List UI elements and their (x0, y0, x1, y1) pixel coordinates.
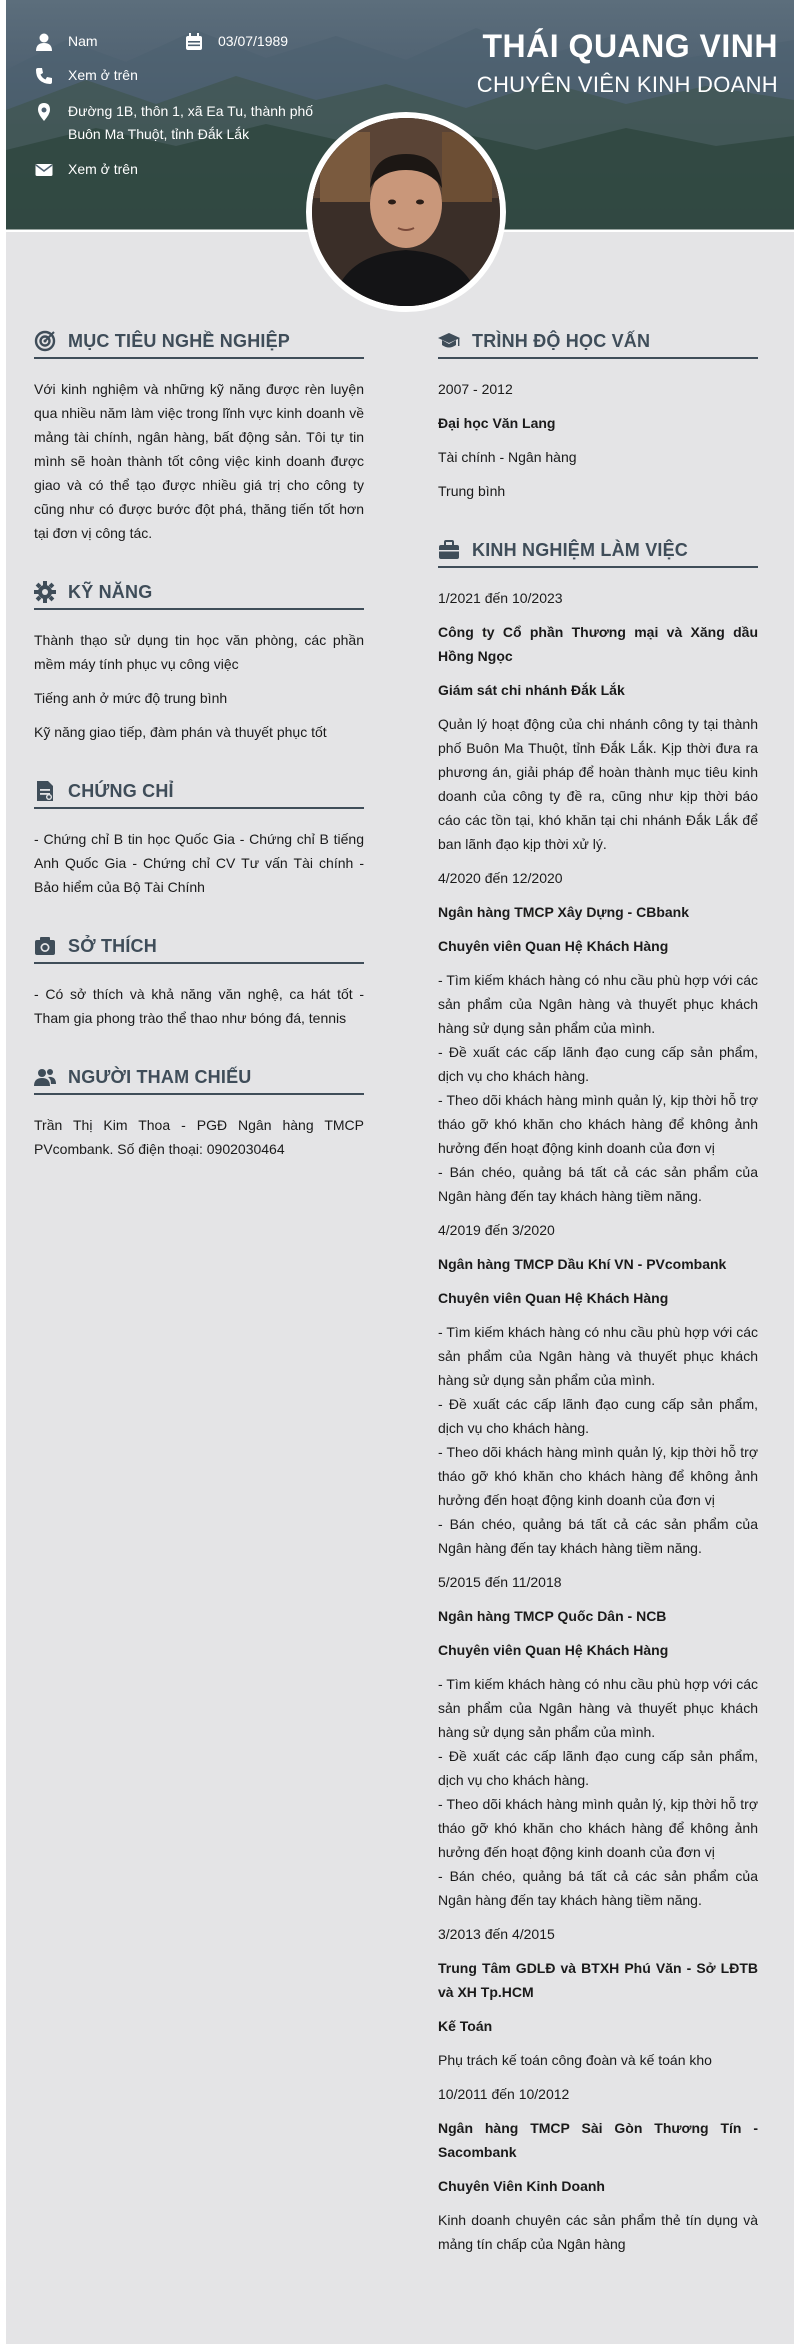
certificate-icon (34, 780, 56, 802)
hobbies-section (34, 935, 364, 1030)
certificates-heading: CHỨNG CHỈ (68, 780, 174, 801)
job-period: 5/2015 đến 11/2018 (438, 1574, 562, 1590)
objective-text: Với kinh nghiệm và những kỹ năng được rèn luyện qua nhiều năm làm việc trong lĩnh vực kinh doanh về mảng tài chính, ngân hàng, bất động sản. Tôi tự tin mình sẽ hoàn thành tốt công việc kinh doanh được giao và có thể tạo được nhiều giá trị cho công ty cũng như có được bước đột phá, thăng tiến tốt hơn tại đơn vị công tác. (34, 381, 364, 541)
phone-value: Xem ở trên (68, 67, 138, 83)
objective-header (34, 330, 364, 359)
job-period: 4/2020 đến 12/2020 (438, 870, 563, 886)
job-description (438, 2208, 758, 2256)
job-company: Ngân hàng TMCP Xây Dựng - CBbank (438, 904, 690, 920)
hobbies-header (34, 935, 364, 964)
job-period: 10/2011 đến 10/2012 (438, 2086, 570, 2102)
references-heading: NGƯỜI THAM CHIẾU (68, 1066, 252, 1087)
job-entry (438, 866, 758, 1208)
job-position: Chuyên viên Quan Hệ Khách Hàng (438, 1642, 669, 1658)
job-description-line: - Đề xuất các cấp lãnh đạo cung cấp sản phẩm, dịch vụ cho khách hàng. (438, 1396, 758, 1436)
education-section (438, 330, 758, 503)
job-position: Chuyên viên Quan Hệ Khách Hàng (438, 1290, 669, 1306)
briefcase-icon (438, 539, 460, 561)
candidate-name: THÁI QUANG VINH (482, 28, 778, 64)
email-row (34, 158, 138, 181)
experience-section (438, 539, 758, 2256)
experience-heading: KINH NGHIỆM LÀM VIỆC (472, 539, 689, 560)
education-grade: Trung bình (438, 483, 506, 499)
skill-item: Thành thạo sử dụng tin học văn phòng, các phần mềm máy tính phục vụ công việc (34, 632, 364, 672)
job-description-line: - Bán chéo, quảng bá tất cả các sản phẩm của Ngân hàng đến tay khách hàng tiềm năng. (438, 1868, 758, 1908)
skills-section (34, 581, 364, 744)
job-entry (438, 1922, 758, 2072)
candidate-title: CHUYÊN VIÊN KINH DOANH (476, 72, 778, 97)
job-description-line: Quản lý hoạt động của chi nhánh công ty tại thành phố Buôn Ma Thuột, tỉnh Đắk Lắk. Kịp thời đưa ra phương án, giải pháp để hoàn thành mục tiêu kinh doanh của công ty đề ra, cũng như kịp thời báo cáo các tồn tại, khó khăn tại chi nhánh Đắk Lắk để ban lãnh đạo kịp thời xử lý. (438, 716, 758, 852)
target-icon (34, 330, 56, 352)
skill-item: Kỹ năng giao tiếp, đàm phán và thuyết phục tốt (34, 724, 327, 740)
gender-row (34, 30, 98, 53)
job-description-line: - Tìm kiếm khách hàng có nhu cầu phù hợp với các sản phẩm của Ngân hàng và thuyết phục khách hàng sử dụng sản phẩm của mình. (438, 972, 758, 1036)
gender-value: Nam (68, 33, 98, 49)
education-header (438, 330, 758, 359)
job-company: Trung Tâm GDLĐ và BTXH Phú Văn - Sở LĐTB và XH Tp.HCM (438, 1960, 758, 2000)
certificates-section (34, 780, 364, 899)
address-row (34, 100, 324, 146)
job-description (438, 712, 758, 856)
location-pin-icon (34, 102, 54, 122)
job-description-line: - Theo dõi khách hàng mình quản lý, kịp thời hỗ trợ tháo gỡ khó khăn cho khách hàng để không ảnh hưởng đến hoạt động kinh doanh của đơn vị (438, 1092, 758, 1156)
email-value: Xem ở trên (68, 161, 138, 177)
user-icon (34, 32, 54, 52)
job-description-line: - Bán chéo, quảng bá tất cả các sản phẩm của Ngân hàng đến tay khách hàng tiềm năng. (438, 1516, 758, 1556)
left-column (34, 330, 364, 1197)
job-company: Ngân hàng TMCP Quốc Dân - NCB (438, 1608, 667, 1624)
certificates-header (34, 780, 364, 809)
job-description-line: - Theo dõi khách hàng mình quản lý, kịp thời hỗ trợ tháo gỡ khó khăn cho khách hàng để không ảnh hưởng đến hoạt động kinh doanh của đơn vị (438, 1444, 758, 1508)
job-position: Chuyên viên Quan Hệ Khách Hàng (438, 938, 669, 954)
camera-icon (34, 935, 56, 957)
job-position: Chuyên Viên Kinh Doanh (438, 2178, 605, 2194)
education-major: Tài chính - Ngân hàng (438, 449, 577, 465)
job-description (438, 1320, 758, 1560)
job-period: 1/2021 đến 10/2023 (438, 590, 563, 606)
education-period: 2007 - 2012 (438, 381, 513, 397)
profile-photo (306, 112, 506, 312)
job-description (438, 2048, 758, 2072)
education-school: Đại học Văn Lang (438, 415, 556, 431)
job-position: Giám sát chi nhánh Đắk Lắk (438, 682, 625, 698)
job-company: Công ty Cổ phần Thương mại và Xăng dầu Hồng Ngọc (438, 624, 758, 664)
experience-header (438, 539, 758, 568)
job-description-line: Kinh doanh chuyên các sản phẩm thẻ tín dụng và mảng tín chấp của Ngân hàng (438, 2212, 758, 2252)
references-section (34, 1066, 364, 1161)
gear-icon (34, 581, 56, 603)
hobbies-text: - Có sở thích và khả năng văn nghệ, ca hát tốt - Tham gia phong trào thể thao như bóng đá, tennis (34, 986, 364, 1026)
job-entry (438, 1218, 758, 1560)
job-period: 3/2013 đến 4/2015 (438, 1926, 555, 1942)
education-heading: TRÌNH ĐỘ HỌC VẤN (472, 330, 651, 351)
skill-item: Tiếng anh ở mức độ trung bình (34, 690, 228, 706)
envelope-icon (34, 160, 54, 180)
job-description-line: - Tìm kiếm khách hàng có nhu cầu phù hợp với các sản phẩm của Ngân hàng và thuyết phục khách hàng sử dụng sản phẩm của mình. (438, 1324, 758, 1388)
references-text: Trần Thị Kim Thoa - PGĐ Ngân hàng TMCP PVcombank. Số điện thoại: 0902030464 (34, 1117, 364, 1157)
users-icon (34, 1066, 56, 1088)
job-period: 4/2019 đến 3/2020 (438, 1222, 555, 1238)
job-entry (438, 586, 758, 856)
references-header (34, 1066, 364, 1095)
skills-heading: KỸ NĂNG (68, 581, 153, 602)
calendar-icon (184, 32, 204, 52)
job-entry (438, 1570, 758, 1912)
job-entry (438, 2082, 758, 2256)
skills-header (34, 581, 364, 610)
job-description-line: - Đề xuất các cấp lãnh đạo cung cấp sản phẩm, dịch vụ cho khách hàng. (438, 1748, 758, 1788)
objective-section (34, 330, 364, 545)
hobbies-heading: SỞ THÍCH (68, 935, 157, 956)
birthday-row (184, 30, 288, 53)
resume-page (6, 0, 794, 2344)
graduation-cap-icon (438, 330, 460, 352)
profile-photo-illustration (312, 118, 500, 306)
job-description (438, 1672, 758, 1912)
job-description-line: - Bán chéo, quảng bá tất cả các sản phẩm của Ngân hàng đến tay khách hàng tiềm năng. (438, 1164, 758, 1204)
job-company: Ngân hàng TMCP Sài Gòn Thương Tín - Sacombank (438, 2120, 758, 2160)
phone-icon (34, 66, 54, 86)
job-description-line: - Đề xuất các cấp lãnh đạo cung cấp sản phẩm, dịch vụ cho khách hàng. (438, 1044, 758, 1084)
job-description-line: - Tìm kiếm khách hàng có nhu cầu phù hợp với các sản phẩm của Ngân hàng và thuyết phục khách hàng sử dụng sản phẩm của mình. (438, 1676, 758, 1740)
right-column (438, 330, 758, 2292)
address-value: Đường 1B, thôn 1, xã Ea Tu, thành phố Buôn Ma Thuột, tỉnh Đắk Lắk (68, 103, 314, 142)
job-description-line: - Theo dõi khách hàng mình quản lý, kịp thời hỗ trợ tháo gỡ khó khăn cho khách hàng để không ảnh hưởng đến hoạt động kinh doanh của đơn vị (438, 1796, 758, 1860)
phone-row (34, 64, 138, 87)
job-position: Kế Toán (438, 2018, 493, 2034)
certificates-text: - Chứng chỉ B tin học Quốc Gia - Chứng chỉ B tiếng Anh Quốc Gia - Chứng chỉ CV Tư vấn Tài chính - Bảo hiểm của Bộ Tài Chính (34, 831, 364, 895)
birthday-value: 03/07/1989 (218, 33, 289, 49)
objective-heading: MỤC TIÊU NGHỀ NGHIỆP (68, 330, 291, 351)
job-description (438, 968, 758, 1208)
job-company: Ngân hàng TMCP Dầu Khí VN - PVcombank (438, 1256, 727, 1272)
job-description-line: Phụ trách kế toán công đoàn và kế toán kho (438, 2052, 712, 2068)
